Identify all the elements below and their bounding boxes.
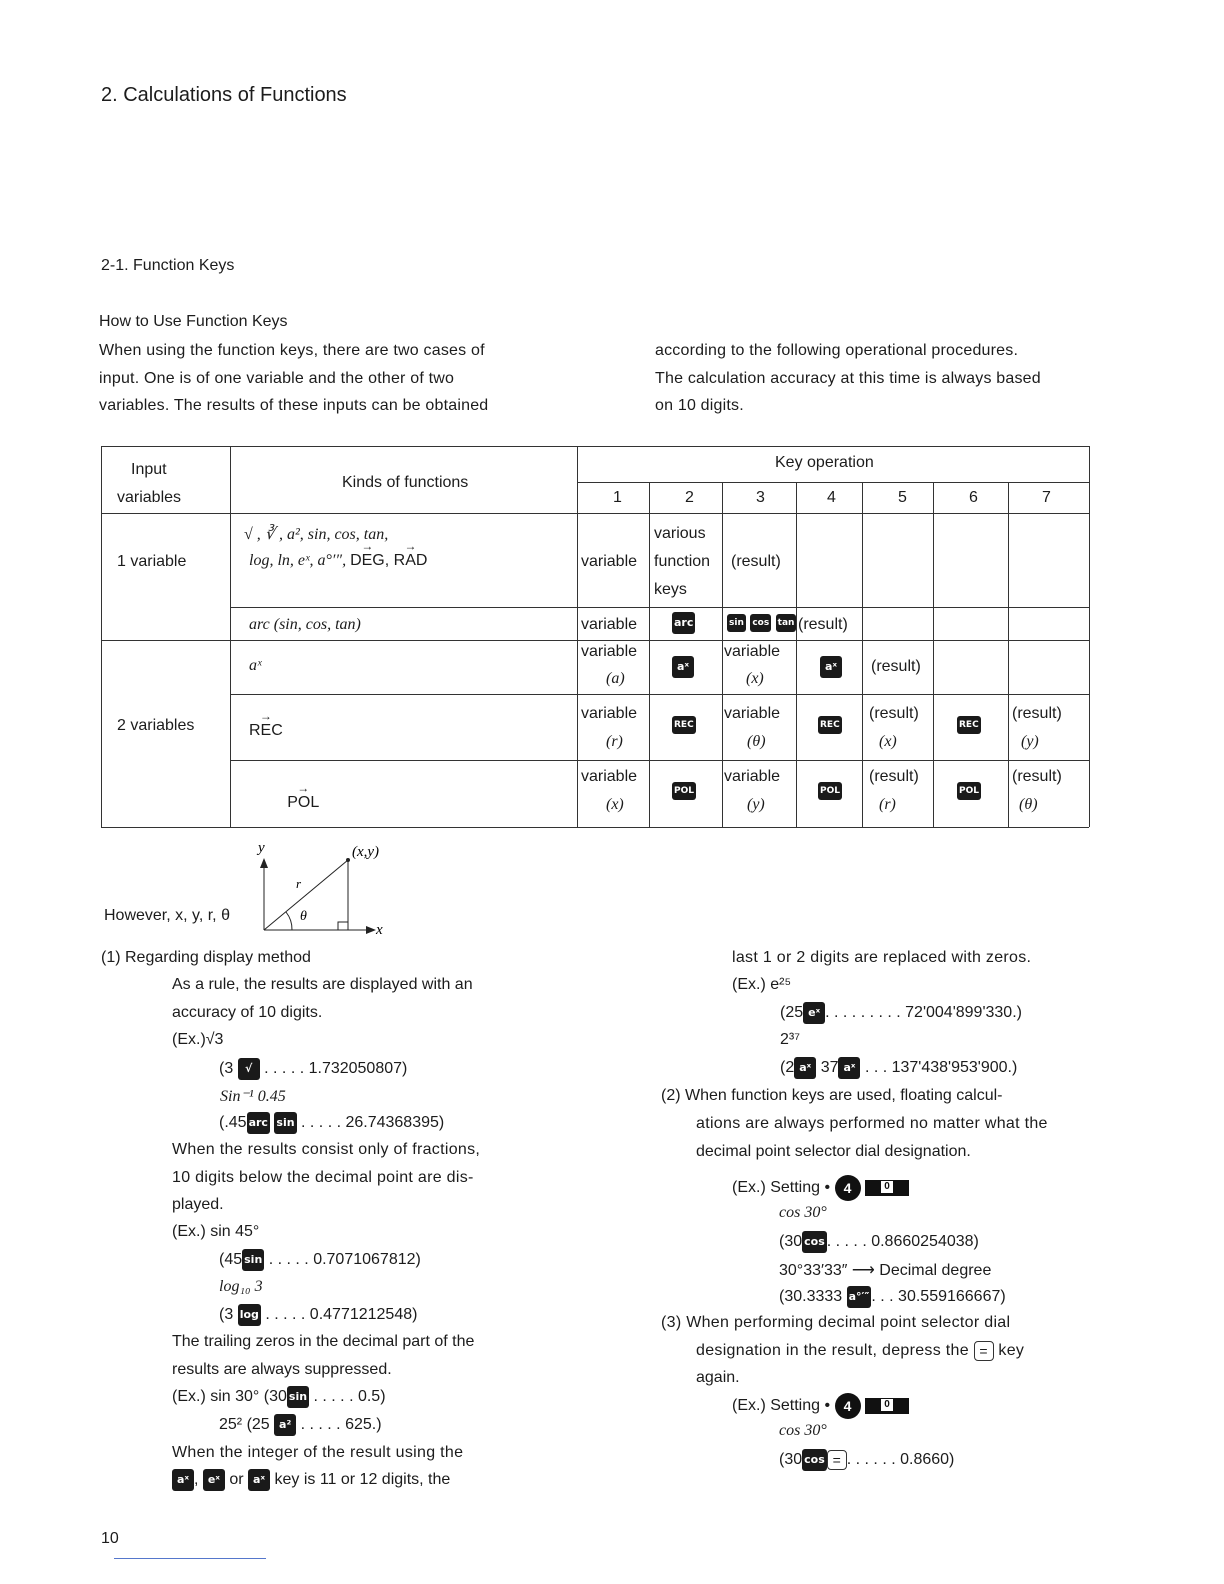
p3a: The trailing zeros in the decimal part of the <box>172 1333 475 1350</box>
y-arrow-icon <box>260 858 268 868</box>
r4-c6 <box>957 716 981 734</box>
intro-left-line: input. One is of one variable and the other of two <box>99 369 455 387</box>
th-step-3: 3 <box>756 489 765 506</box>
ax-func: aˣ <box>249 657 262 674</box>
r5-pre: (2 <box>780 1059 795 1077</box>
calc3-pre: (30 <box>779 1451 803 1469</box>
arc-key-icon: arc <box>672 612 695 634</box>
intro-right-line: The calculation accuracy at this time is always based <box>655 369 1041 387</box>
r4-c2 <box>672 716 696 734</box>
rad-label: → RAD <box>394 552 428 570</box>
r4: 2³⁷ <box>780 1031 801 1048</box>
ax-key-icon: aˣ <box>172 1469 194 1491</box>
set2-label: (Ex.) Setting <box>732 1397 821 1415</box>
r5-c3b: (y) <box>747 796 765 813</box>
cos-key-icon: cos <box>802 1449 827 1471</box>
ex1: (Ex.)√3 <box>172 1031 224 1048</box>
p1b: accuracy of 10 digits. <box>172 1004 323 1021</box>
deg1: 30°33′33″ ⟶ Decimal degree <box>779 1262 992 1279</box>
set1: (Ex.) Setting • 4 0 <box>732 1175 909 1201</box>
set2: (Ex.) Setting • 4 0 <box>732 1393 909 1419</box>
dial-4-icon: 4 <box>835 1393 861 1419</box>
r5-c1b: (x) <box>606 796 624 813</box>
calc3 <box>779 1449 954 1471</box>
pol-key-icon: POL <box>957 782 981 800</box>
r5 <box>780 1057 1017 1079</box>
dial-0-icon: 0 <box>865 1180 909 1196</box>
section-title: 2. Calculations of Functions <box>101 84 347 106</box>
item2b: ations are always performed no matter what the <box>696 1115 1048 1132</box>
deg-label: → DEG <box>350 552 385 570</box>
calc3-post: . . . . . . 0.8660) <box>846 1451 955 1469</box>
funcs-line-1: √ , ∛ , a², sin, cos, tan, <box>244 526 389 543</box>
a2-key-icon: a² <box>274 1414 296 1436</box>
row-label-2-variables: 2 variables <box>117 717 195 734</box>
r5-c5b: (r) <box>879 796 896 813</box>
ax-key-icon: aˣ <box>838 1057 860 1079</box>
theta-label: θ <box>300 909 307 924</box>
r5-post: . . . 137'438'953'900.) <box>864 1059 1018 1077</box>
ex4-pre: (3 <box>219 1306 234 1324</box>
equals-key-icon: = <box>974 1341 994 1361</box>
theta-arc <box>286 912 292 930</box>
r-label: r <box>296 876 302 891</box>
ex4-calc <box>219 1304 417 1326</box>
dms-key-icon: a°′″ <box>847 1286 872 1308</box>
r3-c2 <box>672 656 694 678</box>
ex3-pre: (45 <box>219 1251 243 1269</box>
sin-key-icon: sin <box>242 1249 264 1271</box>
th-input: Input <box>131 461 167 478</box>
calc2 <box>779 1286 1006 1308</box>
r4-c3b: (θ) <box>747 733 766 750</box>
r1-c2c: keys <box>654 581 687 598</box>
r1-c2a: various <box>654 525 706 542</box>
r1: last 1 or 2 digits are replaced with zeros. <box>732 949 1032 966</box>
item3a: (3) When performing decimal point selector dial <box>661 1314 1011 1331</box>
calc1 <box>779 1231 979 1253</box>
dial-0-icon: 0 <box>865 1398 909 1414</box>
cos-key-icon: cos <box>750 614 771 632</box>
intro-left <box>99 337 529 420</box>
item3b-post: key <box>998 1342 1025 1360</box>
polar-diagram <box>252 836 412 936</box>
r4-c1a: variable <box>581 705 638 722</box>
r5-c3a: variable <box>724 768 781 785</box>
rec-key-icon: REC <box>818 716 842 734</box>
ex6 <box>219 1414 382 1436</box>
pol-key-icon: POL <box>818 782 842 800</box>
tan-key-icon: tan <box>776 614 797 632</box>
p4b-or: or <box>229 1471 244 1489</box>
x-label: x <box>376 922 383 936</box>
set1-label: (Ex.) Setting <box>732 1179 821 1197</box>
r4-c5b: (x) <box>879 733 897 750</box>
ex3: (Ex.) sin 45° <box>172 1223 260 1240</box>
r5-c1a: variable <box>581 768 638 785</box>
ax-key-icon: aˣ <box>248 1469 270 1491</box>
r5-c6 <box>957 782 981 800</box>
item3c: again. <box>696 1369 740 1386</box>
footer-rule <box>114 1558 266 1559</box>
rec-func: → REC <box>249 722 283 740</box>
r5-c7b: (θ) <box>1019 796 1038 813</box>
r5-c4 <box>818 782 842 800</box>
funcs-sep: , <box>384 552 394 569</box>
ex2: Sin⁻¹ 0.45 <box>220 1088 286 1105</box>
r5-mid: 37 <box>820 1059 839 1077</box>
intro-right <box>655 337 1085 420</box>
ex3-post: . . . . . 0.7071067812) <box>268 1251 421 1269</box>
p2c: played. <box>172 1196 224 1213</box>
ex5-post: . . . . . 0.5) <box>313 1388 386 1406</box>
ax-key-icon: aˣ <box>794 1057 816 1079</box>
sin-key-icon: sin <box>727 614 746 632</box>
th-variables: variables <box>117 489 182 506</box>
p4b: aˣ , eˣ or aˣ key is 11 or 12 digits, the <box>172 1469 450 1491</box>
r2-c1: variable <box>581 616 638 633</box>
sin-key-icon: sin <box>287 1386 309 1408</box>
item3b <box>696 1341 1024 1361</box>
point-dot <box>346 858 350 862</box>
item2a: (2) When function keys are used, floating calcul- <box>661 1087 1003 1104</box>
r1-c3: (result) <box>731 553 781 570</box>
r2: (Ex.) e²⁵ <box>732 976 792 993</box>
ex1-calc <box>219 1058 407 1080</box>
rec-key-icon: REC <box>672 716 696 734</box>
y-label: y <box>258 840 265 856</box>
subsection-title: 2-1. Function Keys <box>101 257 235 274</box>
cos30: cos 30° <box>779 1204 827 1221</box>
th-step-2: 2 <box>685 489 694 506</box>
item1-title: (1) Regarding display method <box>101 949 311 966</box>
r4-c3a: variable <box>724 705 781 722</box>
r3-c3b: (x) <box>746 670 764 687</box>
calc2-post: . . . 30.559166667) <box>871 1288 1006 1306</box>
sqrt-key-icon: √ <box>238 1058 260 1080</box>
right-angle-mark <box>338 922 348 930</box>
funcs-line-2-a: log, ln, eˣ, a°′″, <box>249 552 351 569</box>
page-number: 10 <box>101 1530 119 1547</box>
row-label-1-variable: 1 variable <box>117 553 187 570</box>
ex2-post: . . . . . 26.74368395) <box>301 1114 445 1132</box>
arc-key-icon: arc <box>247 1112 270 1134</box>
ex6-post: . . . . . 625.) <box>300 1416 382 1434</box>
arc-funcs: arc (sin, cos, tan) <box>249 616 361 633</box>
x-arrow-icon <box>366 926 376 934</box>
r3-c1b: (a) <box>606 670 625 687</box>
th-step-6: 6 <box>969 489 978 506</box>
r1-c2b: function <box>654 553 711 570</box>
equals-key-icon: = <box>827 1450 847 1470</box>
ex4: log₁₀ 3 <box>219 1278 263 1295</box>
th-step-4: 4 <box>827 489 836 506</box>
calc1-post: . . . . . 0.8660254038) <box>826 1233 979 1251</box>
ex5-pre: (Ex.) sin 30° (30 <box>172 1388 287 1406</box>
r4-c7a: (result) <box>1012 705 1062 722</box>
rec-key-icon: REC <box>957 716 981 734</box>
cos-key-icon: cos <box>802 1231 827 1253</box>
intro-left-line: When using the function keys, there are two cases of <box>99 342 485 359</box>
heading: How to Use Function Keys <box>99 313 288 330</box>
intro-right-line: according to the following operational procedures. <box>655 342 1019 359</box>
pol-func: → POL <box>287 794 319 812</box>
however-label: However, x, y, r, θ <box>104 907 230 924</box>
dial-4-icon: 4 <box>835 1175 861 1201</box>
th-kinds: Kinds of functions <box>342 474 469 491</box>
intro-right-line: on 10 digits. <box>655 397 744 414</box>
p4b-post: key is 11 or 12 digits, the <box>274 1471 451 1489</box>
r3-c4 <box>820 656 842 678</box>
r3-c5: (result) <box>871 658 921 675</box>
funcs-line-2 <box>249 552 427 570</box>
r5-c5a: (result) <box>869 768 919 785</box>
pol-key-icon: POL <box>672 782 696 800</box>
ex1-pre: (3 <box>219 1060 234 1078</box>
p2a: When the results consist only of fractions, <box>172 1141 481 1158</box>
r2-c2 <box>672 612 695 634</box>
p3b: results are always suppressed. <box>172 1361 392 1378</box>
p4a: When the integer of the result using the <box>172 1444 464 1461</box>
r3 <box>780 1002 1022 1024</box>
r2-c3 <box>727 614 796 632</box>
ex5 <box>172 1386 386 1408</box>
ex3-calc <box>219 1249 421 1271</box>
ex-key-icon: eˣ <box>803 1002 825 1024</box>
ex1-post: . . . . . 1.732050807) <box>264 1060 408 1078</box>
r3-pre: (25 <box>780 1004 804 1022</box>
r3-post: . . . . . . . . . 72'004'899'330.) <box>825 1004 1022 1022</box>
item3b-text: designation in the result, depress the <box>696 1342 969 1360</box>
r4-c7b: (y) <box>1021 733 1039 750</box>
cos30b: cos 30° <box>779 1422 827 1439</box>
item2c: decimal point selector dial designation. <box>696 1143 971 1160</box>
p2b: 10 digits below the decimal point are dis- <box>172 1169 474 1186</box>
r5-c7a: (result) <box>1012 768 1062 785</box>
r3-c3a: variable <box>724 643 781 660</box>
ax-key-icon: aˣ <box>672 656 694 678</box>
th-step-1: 1 <box>613 489 622 506</box>
r4-c5a: (result) <box>869 705 919 722</box>
point-label: (x,y) <box>352 844 380 860</box>
p1a: As a rule, the results are displayed with an <box>172 976 473 993</box>
log-key-icon: log <box>238 1304 261 1326</box>
r5-c2 <box>672 782 696 800</box>
r4-c1b: (r) <box>606 733 623 750</box>
sin-key-icon: sin <box>274 1112 296 1134</box>
ax-key-icon: aˣ <box>820 656 842 678</box>
ex6-pre: 25² (25 <box>219 1416 270 1434</box>
ex2-calc <box>219 1112 444 1134</box>
ex4-post: . . . . . 0.4771212548) <box>265 1306 418 1324</box>
calc2-pre: (30.3333 <box>779 1288 843 1306</box>
r2-result: (result) <box>798 616 848 633</box>
r4-c4 <box>818 716 842 734</box>
intro-left-line: variables. The results of these inputs can be obtained <box>99 397 489 414</box>
th-step-7: 7 <box>1042 489 1051 506</box>
ex2-pre: (.45 <box>219 1114 247 1132</box>
ex-key-icon: eˣ <box>203 1469 225 1491</box>
th-step-5: 5 <box>898 489 907 506</box>
calc1-pre: (30 <box>779 1233 803 1251</box>
r3-c1a: variable <box>581 643 638 660</box>
r1-c1: variable <box>581 553 638 570</box>
th-keyop: Key operation <box>775 454 874 471</box>
